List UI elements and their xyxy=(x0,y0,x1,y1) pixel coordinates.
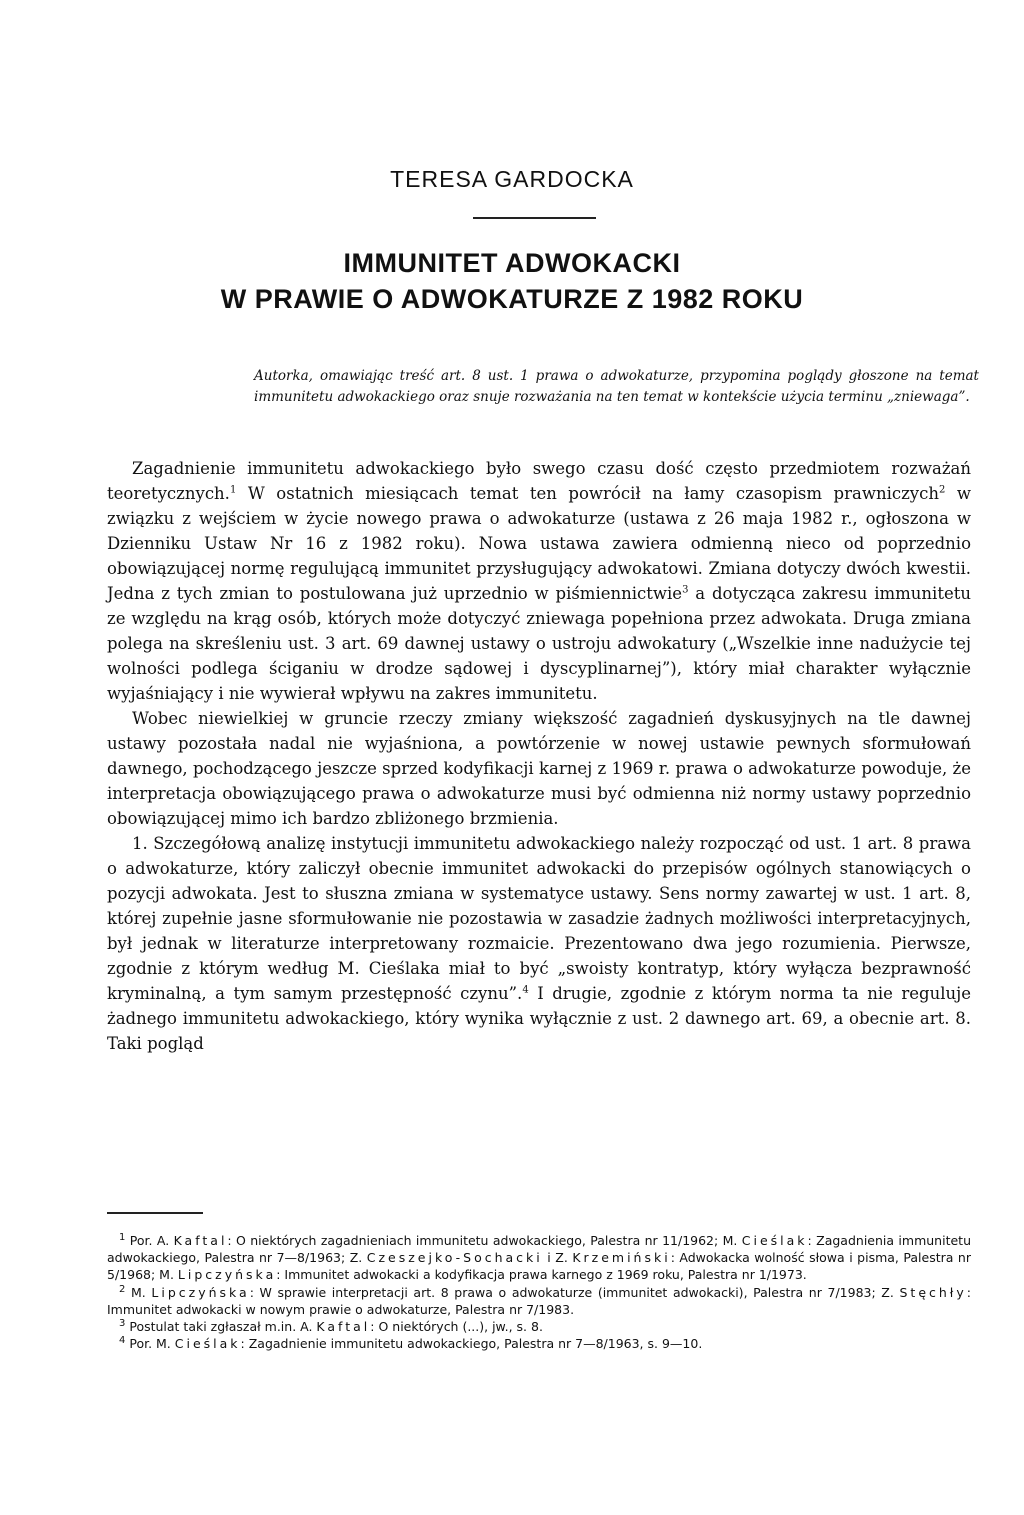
footnotes xyxy=(107,1232,971,1352)
paragraph-1-text-c: w związku z wejściem w życie nowego prawa o adwokaturze (ustawa z 26 maja 1982 r., ogłoszona w Dzienniku Ustaw Nr 16 z 1982 roku). Nowa ustawa zawiera odmienną nieco od poprzednio obowiązującej normę regulującą immunitet przysługujący adwokatowi. Zmiana dotyczy dwóch kwestii. Jedna z tych zmian to postulowana już uprzednio w piśmiennictwie xyxy=(107,484,971,603)
paragraph-1-text-b: W ostatnich miesiącach temat ten powrócił na łamy czasopism prawniczych xyxy=(236,484,939,503)
title-divider xyxy=(473,217,596,219)
footnote-ref-2: 2 xyxy=(938,484,946,496)
footnote-text: : Zagadnienie immunitetu adwokackiego, Palestra nr 7—8/1963, s. 9—10. xyxy=(240,1336,703,1352)
footnote-text: Por. A. xyxy=(125,1233,174,1248)
footnote-text: : Immunitet adwokacki a kodyfikacja prawa karnego z 1969 roku, Palestra nr 1/1973. xyxy=(276,1267,807,1283)
footnote-author: Cieślak xyxy=(741,1233,808,1248)
footnote-ref-4: 4 xyxy=(522,984,529,996)
footnote-author: Lipczyńska xyxy=(151,1284,250,1300)
paragraph-2: Wobec niewielkiej w gruncie rzeczy zmiany większość zagadnień dyskusyjnych na tle dawnej ustawy pozostała nadal nie wyjaśniona, a powtórzenie w nowej ustawie pewnych sformułowań dawnego, pochodzącego jeszcze sprzed kodyfikacji karnej z 1969 r. prawa o adwokaturze powoduje, że interpretacja obowiązującego prawa o adwokaturze musi być odmienna niż normy ustawy poprzednio obowiązującej mimo ich bardzo zbliżonego brzmienia. xyxy=(107,709,971,828)
footnote-ref-1: 1 xyxy=(229,484,237,496)
footnote-ref-3: 3 xyxy=(682,584,689,596)
footnote-2 xyxy=(107,1284,971,1318)
footnote-text: i Z. xyxy=(542,1250,573,1266)
footnote-text: : O niektórych (...), jw., s. 8. xyxy=(370,1319,543,1335)
article-body xyxy=(107,456,971,1056)
footnote-4 xyxy=(107,1335,971,1352)
paragraph-1-text-a: Zagadnienie immunitetu adwokackiego było swego czasu dość często przedmiotem rozważań teoretycznych. xyxy=(107,459,971,503)
footnote-author: Czeszejko-Sochacki xyxy=(366,1250,543,1266)
footnote-author: Cieślak xyxy=(174,1336,241,1352)
footnote-text: : Zagadnienia immunitetu adwokackiego, Palestra nr 7—8/1963; Z. xyxy=(107,1233,971,1266)
footnote-divider xyxy=(107,1212,203,1214)
footnote-author: Lipczyńska xyxy=(177,1267,277,1283)
footnote-author: Kaftal xyxy=(173,1233,228,1248)
paragraph-1 xyxy=(107,456,971,706)
footnote-text: : Adwokacka wolność słowa i pisma, Palestra nr 5/1968; M. xyxy=(107,1250,971,1283)
footnote-author: Krzemiński xyxy=(572,1250,671,1266)
footnote-author: Stęchły xyxy=(899,1284,967,1300)
paragraph-1-text-d: a dotycząca zakresu immunitetu ze względu na krąg osób, których może dotyczyć zniewaga popełniona przez adwokata. Druga zmiana polega na skreśleniu ust. 3 art. 69 dawnej ustawy o ustroju adwokatury („Wszelkie inne nadużycie tej wolności podlega ściganiu w drodze sądowej i dyscyplinarnej”), który miał charakter wyłącznie wyjaśniający i nie wywierał wpływu na zakres immunitetu. xyxy=(107,584,971,703)
title-line-1: IMMUNITET ADWOKACKI xyxy=(343,248,681,278)
footnote-text: Postulat taki zgłaszał m.in. A. xyxy=(125,1319,317,1335)
title-line-2: W PRAWIE O ADWOKATURZE Z 1982 ROKU xyxy=(220,284,804,314)
paragraph-3 xyxy=(107,831,971,1056)
footnote-text: : O niektórych zagadnieniach immunitetu adwokackiego, Palestra nr 11/1962; M. xyxy=(227,1233,742,1248)
abstract: Autorka, omawiając treść art. 8 ust. 1 prawa o adwokaturze, przypomina poglądy głoszone na temat immunitetu adwokackiego oraz snuje rozważania na ten temat w kontekście użycia terminu „zniewaga”. xyxy=(254,368,979,405)
article-title xyxy=(0,245,1024,317)
paragraph-3-text-a: 1. Szczegółową analizę instytucji immunitetu adwokackiego należy rozpocząć od ust. 1 art. 8 prawa o adwokaturze, który zaliczył obecnie immunitet adwokacki do przepisów ogólnych stanowiących o pozycji adwokata. Jest to słuszna zmiana w systematyce ustawy. Sens normy zawartej w ust. 1 art. 8, której zupełnie jasne sformułowanie nie pozostawia w zasadzie żadnych możliwości interpretacyjnych, był jednak w literaturze interpretowany rozmaicie. Prezentowano dwa jego rozumienia. Pierwsze, zgodnie z którym według M. Cieślaka miał to być „swoisty kontratyp, który wyłącza bezprawność kryminalną, a tym samym przestępność czynu”. xyxy=(107,834,971,1003)
paragraph-3-text-b: I drugie, zgodnie z którym norma ta nie reguluje żadnego immunitetu adwokackiego, który wynika wyłącznie z ust. 2 dawnego art. 69, a obecnie art. 8. Taki pogląd xyxy=(107,984,971,1053)
footnote-text: : Immunitet adwokacki w nowym prawie o adwokaturze, Palestra nr 7/1983. xyxy=(107,1284,971,1317)
footnote-number: 2 xyxy=(119,1283,126,1295)
footnote-text: : W sprawie interpretacji art. 8 prawa o adwokaturze (immunitet adwokacki), Palestra nr 7/1983; Z. xyxy=(249,1284,900,1300)
author-name: TERESA GARDOCKA xyxy=(390,166,634,192)
footnote-number: 3 xyxy=(119,1317,126,1329)
footnote-number: 4 xyxy=(119,1335,126,1347)
footnote-text: M. xyxy=(125,1284,152,1300)
footnote-1 xyxy=(107,1232,971,1284)
footnote-text: Por. M. xyxy=(125,1336,175,1352)
footnote-author: Kaftal xyxy=(316,1319,371,1335)
footnote-number: 1 xyxy=(119,1231,126,1243)
footnote-3 xyxy=(107,1318,971,1335)
